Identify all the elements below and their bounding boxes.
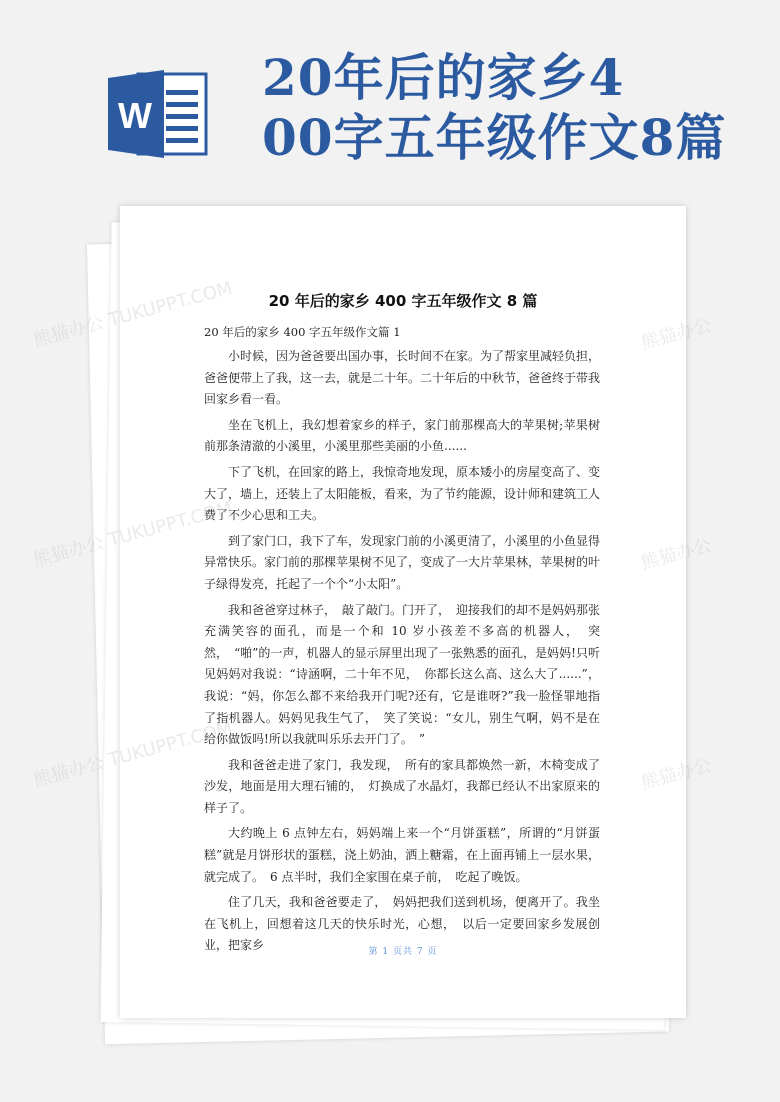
watermark: 熊猫办公 TUKUPPT.COM	[31, 717, 235, 792]
watermark: 熊猫办公	[638, 534, 714, 574]
word-document-icon	[108, 68, 210, 160]
paragraph: 大约晚上 6 点钟左右，妈妈端上来一个“月饼蛋糕”，所谓的“月饼蛋糕”就是月饼形状的蛋糕，浇上奶油，洒上糖霜，在上面再铺上一层水果，就完成了。 6 点半时，我们全家围在桌子前， 吃起了晚饭。	[204, 826, 600, 884]
banner-title-line-1: 20年后的家乡4	[262, 48, 625, 107]
watermark: 熊猫办公	[638, 754, 714, 794]
page-number-footer: 第 1 页共 7 页	[368, 947, 438, 957]
paragraph: 下了飞机，在回家的路上，我惊奇地发现，原本矮小的房屋变高了、变大了，墙上，还装上了太阳能板，看来，为了节约能源，设计师和建筑工人费了不少心思和工夫。	[204, 464, 601, 523]
paragraph: 我和爸爸走进了家门，我发现， 所有的家具都焕然一新，木椅变成了沙发，地面是用大理石铺的， 灯换成了水晶灯，我都已经认不出家原来的样子了。	[204, 757, 600, 815]
watermark: 熊猫办公 TUKUPPT.COM	[31, 277, 235, 352]
document-page	[120, 206, 686, 1018]
paragraph: 坐在飞机上，我幻想着家乡的样子，家门前那棵高大的苹果树;苹果树前那条清澈的小溪里，小溪里那些美丽的小鱼......	[204, 417, 600, 454]
watermark: 熊猫办公 TUKUPPT.COM	[31, 497, 235, 572]
banner-title-line-2: 00字五年级作文8篇	[262, 108, 727, 167]
document-body	[204, 346, 600, 961]
word-logo-letter: W	[118, 95, 152, 136]
paragraph: 到了家门口，我下了车，发现家门前的小溪更清了，小溪里的小鱼显得异常快乐。家门前的那棵苹果树不见了，变成了一大片苹果林，苹果树的叶子绿得发亮，托起了一个个“小太阳”。	[204, 533, 601, 591]
banner-title	[262, 48, 762, 168]
paragraph: 住了几天，我和爸爸要走了， 妈妈把我们送到机场，便离开了。我坐在飞机上，回想着这几天的快乐时光，心想， 以后一定要回家乡发展创业，把家乡	[204, 895, 600, 953]
document-title: 20 年后的家乡 400 字五年级作文 8 篇	[268, 292, 538, 310]
paragraph: 我和爸爸穿过林子， 敲了敲门。门开了， 迎接我们的却不是妈妈那张充满笑容的面孔，而是一个和 10 岁小孩差不多高的机器人， 突然， “啪”的一声，机器人的显示屏里出现了一张熟悉的面孔，是妈妈!只听见妈妈对我说：“诗涵啊，二十年不见， 你都长这么高、这么大了......”，我说：“妈，你怎么都不来给我开门呢?还有，它是谁呀?”我一脸怪罪地指了指机器人。妈妈见我生气了， 笑了笑说：“女儿，别生气啊，妈不是在给你做饭吗!所以我就叫乐乐去开门了。 ”	[204, 602, 601, 747]
watermark: 熊猫办公	[638, 314, 714, 354]
document-subtitle: 20 年后的家乡 400 字五年级作文篇 1	[204, 325, 401, 339]
paragraph: 小时候，因为爸爸要出国办事，长时间不在家。为了帮家里减轻负担，爸爸便带上了我，这一去，就是二十年。二十年后的中秋节，爸爸终于带我回家乡看一看。	[204, 349, 601, 407]
